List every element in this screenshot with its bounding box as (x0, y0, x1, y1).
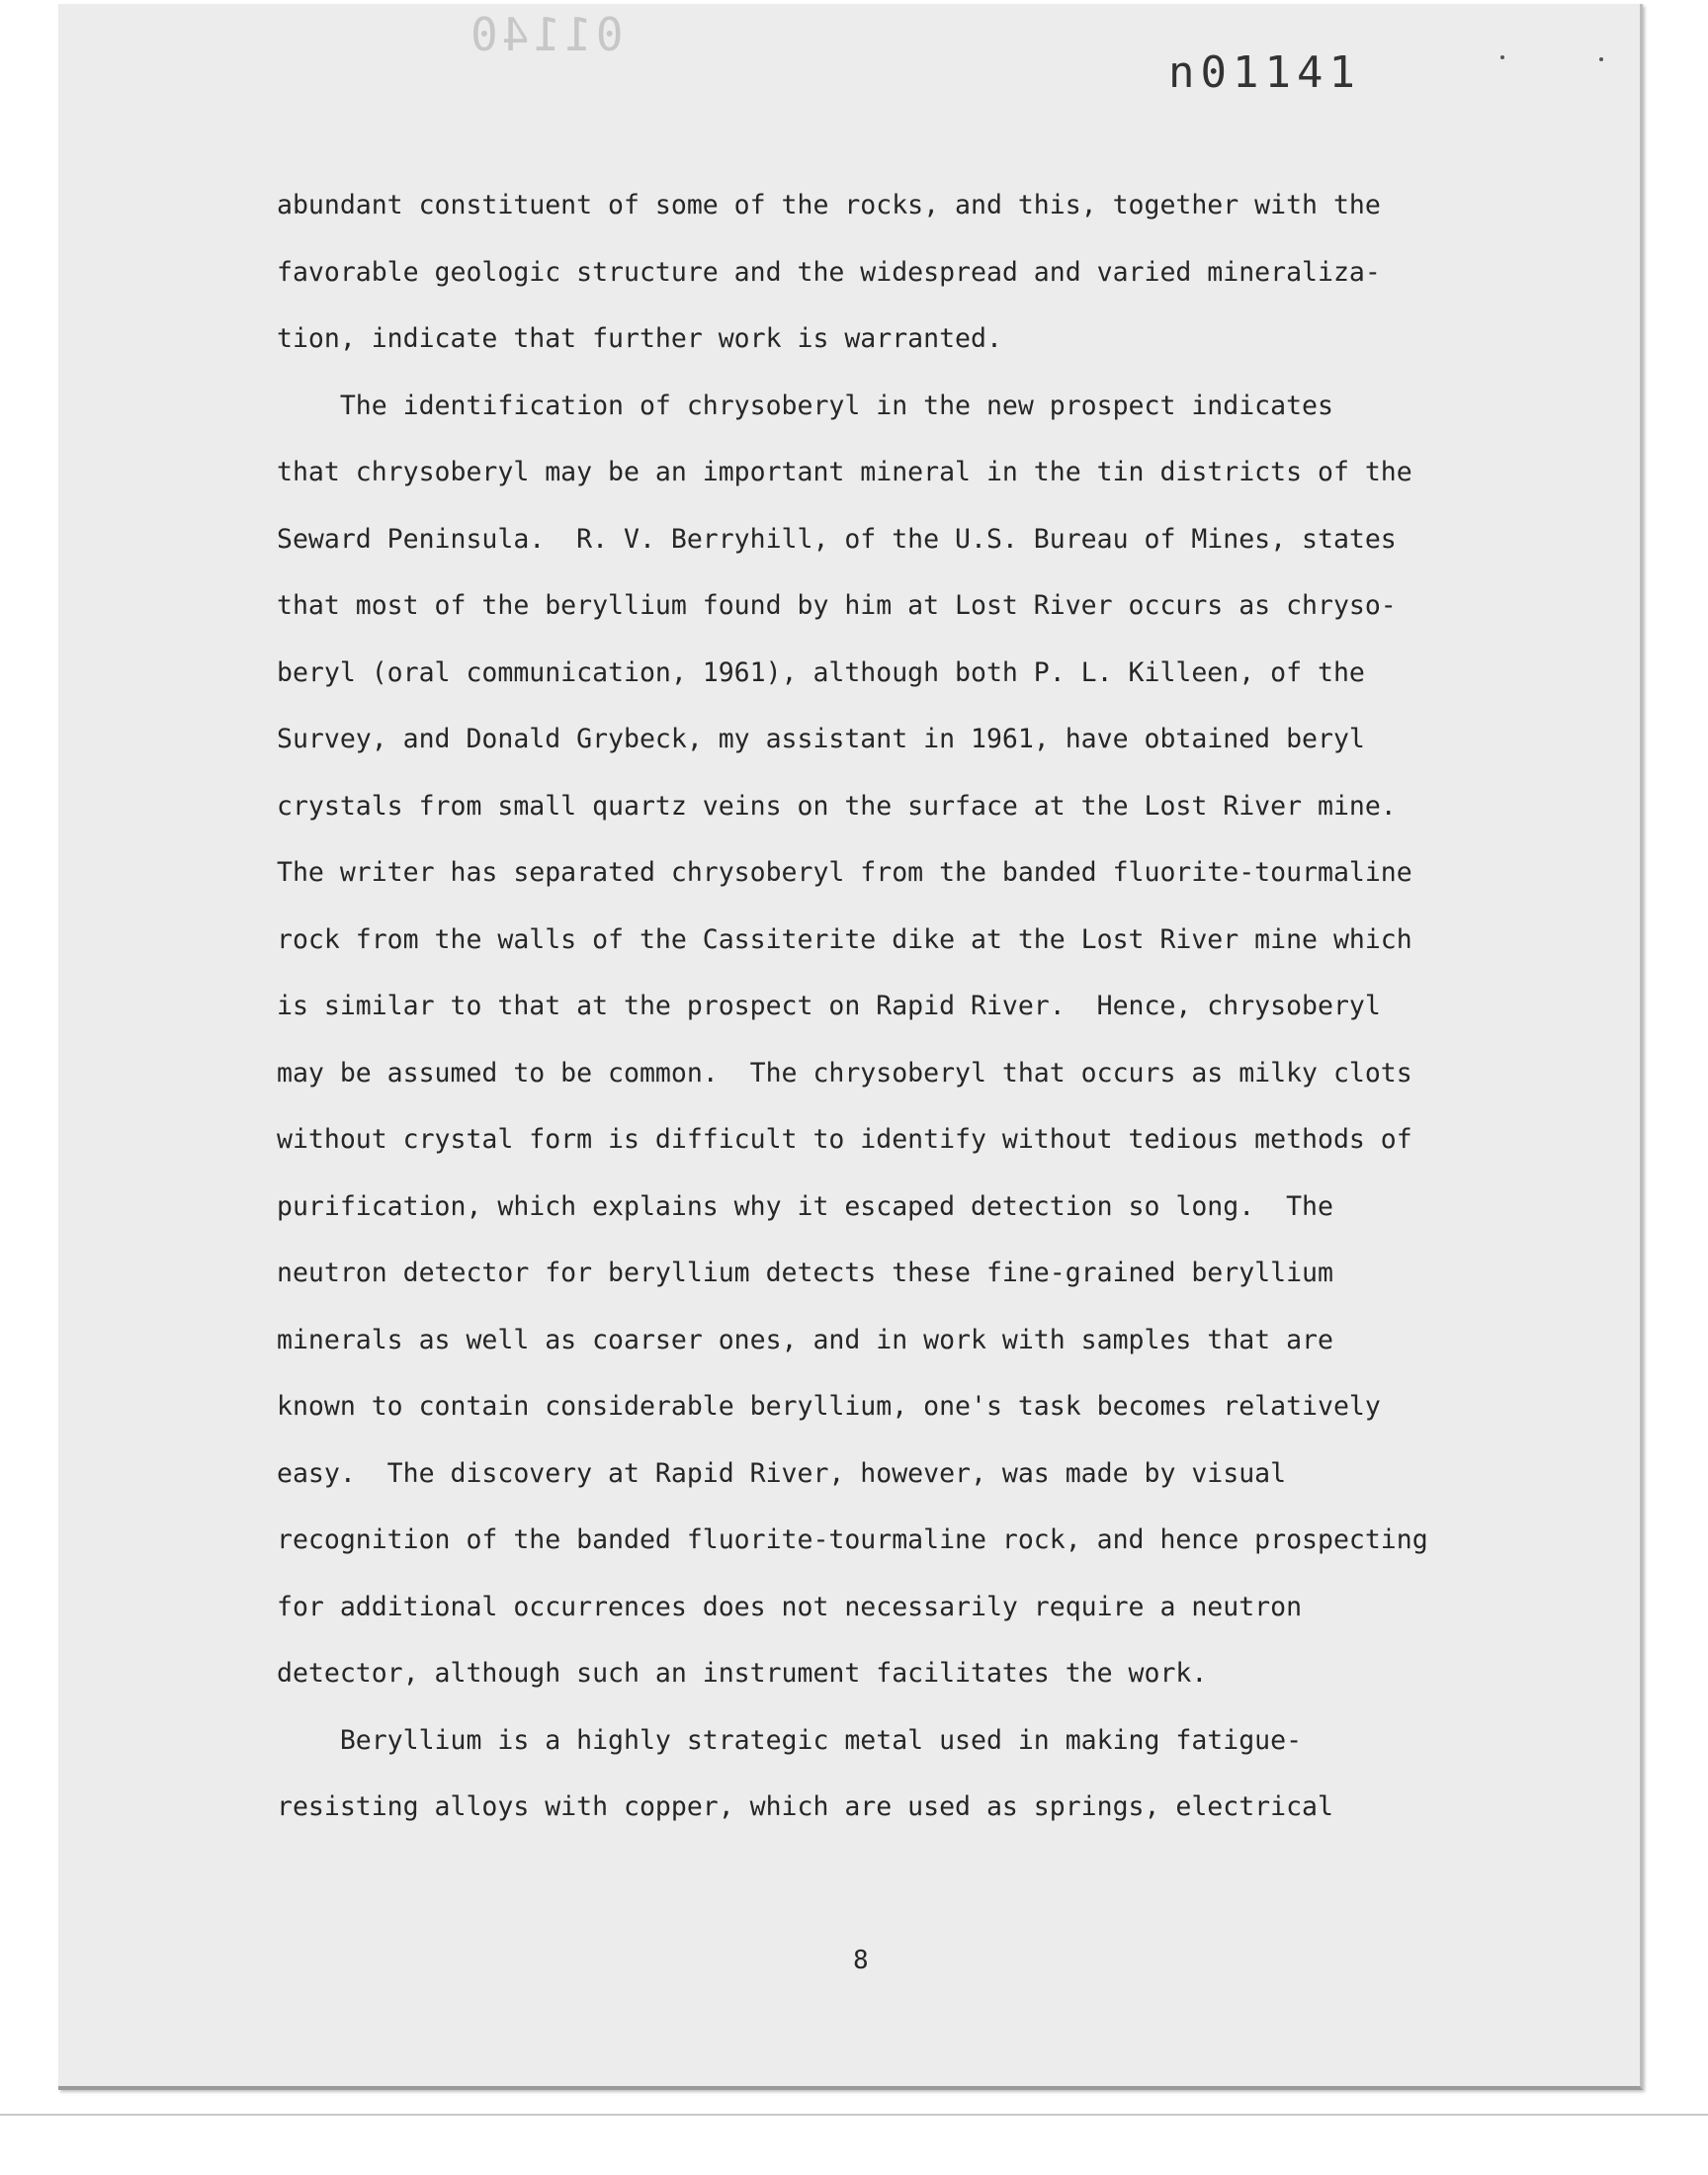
speck (1599, 57, 1603, 61)
text-line: that chrysoberyl may be an important mineral in the tin districts of the (277, 457, 1412, 487)
document-stamp-number: n01141 (1168, 47, 1361, 98)
text-line: minerals as well as coarser ones, and in work with samples that are (277, 1324, 1333, 1355)
text-line: The identification of chrysoberyl in the new prospect indicates (277, 390, 1333, 421)
text-line: rock from the walls of the Cassiterite dike at the Lost River mine which (277, 923, 1412, 955)
text-line: Beryllium is a highly strategic metal used in making fatigue- (277, 1724, 1303, 1756)
text-line: without crystal form is difficult to identify without tedious methods of (277, 1124, 1412, 1155)
text-line: tion, indicate that further work is warranted. (277, 323, 1002, 354)
text-line: abundant constituent of some of the rocks, and this, together with the (277, 190, 1381, 220)
text-line: easy. The discovery at Rapid River, however, was made by visual (277, 1457, 1287, 1489)
text-line: detector, although such an instrument facilitates the work. (277, 1658, 1208, 1689)
scan-bottom-margin (0, 2106, 1708, 2175)
text-line: may be assumed to be common. The chrysoberyl that occurs as milky clots (277, 1057, 1412, 1088)
bleed-through-stamp: 01140 (467, 8, 624, 61)
text-line: is similar to that at the prospect on Rapid River. Hence, chrysoberyl (277, 991, 1381, 1021)
text-line: that most of the beryllium found by him at Lost River occurs as chryso- (277, 590, 1397, 621)
text-line: beryl (oral communication, 1961), although both P. L. Killeen, of the (277, 656, 1365, 688)
text-line: Survey, and Donald Grybeck, my assistant in 1961, have obtained beryl (277, 724, 1365, 754)
text-line: favorable geologic structure and the widespread and varied mineraliza- (277, 256, 1381, 288)
text-line: purification, which explains why it escaped detection so long. The (277, 1190, 1333, 1222)
text-line: crystals from small quartz veins on the surface at the Lost River mine. (277, 790, 1397, 822)
text-line: known to contain considerable beryllium, one's task becomes relatively (277, 1391, 1381, 1422)
page-number: 8 (853, 1946, 869, 1975)
speck (1500, 55, 1504, 59)
text-line: recognition of the banded fluorite-tourmaline rock, and hence prospecting (277, 1524, 1428, 1555)
text-line: The writer has separated chrysoberyl from the banded fluorite-tourmaline (277, 857, 1412, 888)
scan-edge-line (0, 2114, 1708, 2116)
text-line: Seward Peninsula. R. V. Berryhill, of the U.S. Bureau of Mines, states (277, 523, 1397, 555)
body-text (277, 184, 1601, 1853)
text-line: resisting alloys with copper, which are used as springs, electrical (277, 1791, 1333, 1822)
text-line: for additional occurrences does not necessarily require a neutron (277, 1591, 1303, 1622)
text-line: neutron detector for beryllium detects these fine-grained beryllium (277, 1258, 1333, 1288)
